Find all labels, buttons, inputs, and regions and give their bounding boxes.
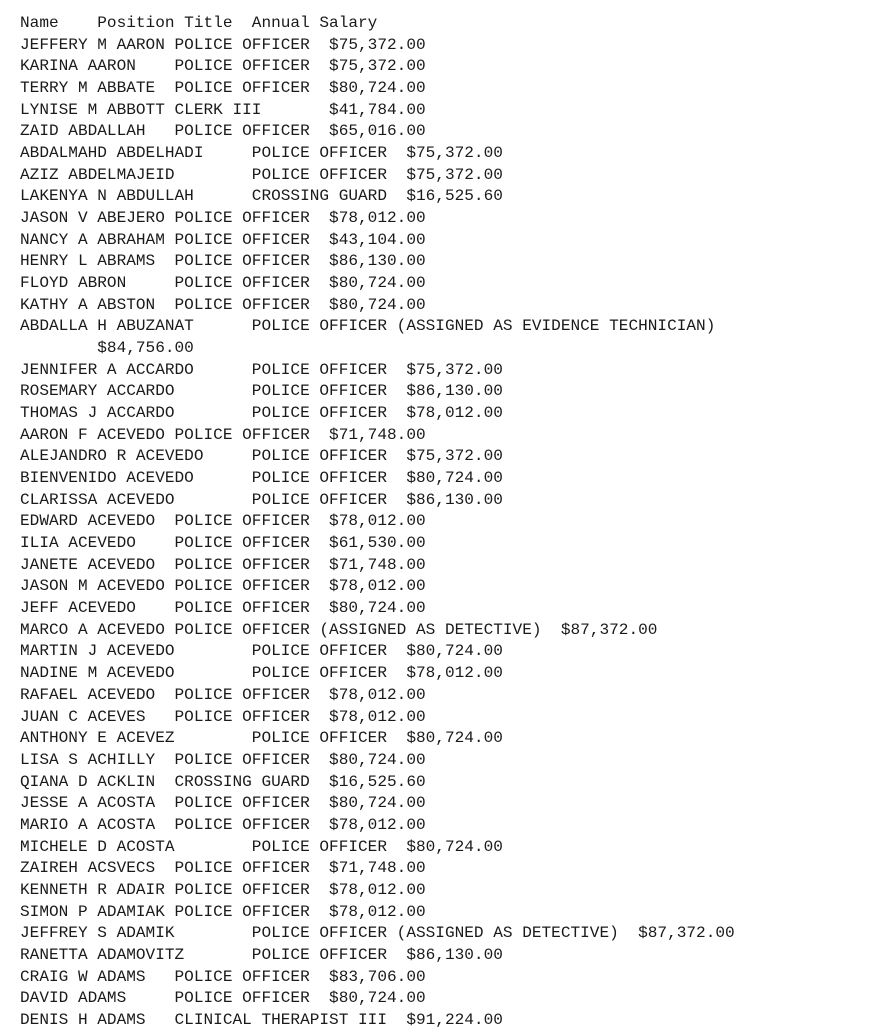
- record-line: JEFF ACEVEDO POLICE OFFICER $80,724.00: [20, 599, 426, 618]
- record-line: SIMON P ADAMIAK POLICE OFFICER $78,012.00: [20, 902, 426, 921]
- salary-document: [20, 13, 886, 1032]
- record-line: LAKENYA N ABDULLAH CROSSING GUARD $16,525.60: [20, 187, 503, 206]
- record-line: JASON M ACEVEDO POLICE OFFICER $78,012.00: [20, 577, 426, 596]
- record-line: JESSE A ACOSTA POLICE OFFICER $80,724.00: [20, 794, 426, 813]
- record-line: CLARISSA ACEVEDO POLICE OFFICER $86,130.00: [20, 490, 503, 509]
- record-line: MARIO A ACOSTA POLICE OFFICER $78,012.00: [20, 815, 426, 834]
- header-line: Name Position Title Annual Salary: [20, 14, 378, 32]
- record-line: KENNETH R ADAIR POLICE OFFICER $78,012.00: [20, 880, 426, 899]
- record-line: MICHELE D ACOSTA POLICE OFFICER $80,724.00: [20, 837, 503, 856]
- record-line: NADINE M ACEVEDO POLICE OFFICER $78,012.00: [20, 664, 503, 683]
- record-line: MARCO A ACEVEDO POLICE OFFICER (ASSIGNED AS DETECTIVE) $87,372.00: [20, 620, 658, 639]
- record-line: THOMAS J ACCARDO POLICE OFFICER $78,012.00: [20, 404, 503, 423]
- record-line: ZAIREH ACSVECS POLICE OFFICER $71,748.00: [20, 859, 426, 878]
- record-line: LYNISE M ABBOTT CLERK III $41,784.00: [20, 100, 426, 119]
- record-line: KARINA AARON POLICE OFFICER $75,372.00: [20, 57, 426, 76]
- record-line: ALEJANDRO R ACEVEDO POLICE OFFICER $75,372.00: [20, 447, 503, 466]
- record-line: $84,756.00: [20, 339, 194, 358]
- record-line: JEFFERY M AARON POLICE OFFICER $75,372.00: [20, 35, 426, 54]
- record-line: AARON F ACEVEDO POLICE OFFICER $71,748.00: [20, 425, 426, 444]
- record-line: JEFFREY S ADAMIK POLICE OFFICER (ASSIGNED AS DETECTIVE) $87,372.00: [20, 924, 735, 943]
- record-line: CRAIG W ADAMS POLICE OFFICER $83,706.00: [20, 967, 426, 986]
- record-line: HENRY L ABRAMS POLICE OFFICER $86,130.00: [20, 252, 426, 271]
- record-line: NANCY A ABRAHAM POLICE OFFICER $43,104.00: [20, 230, 426, 249]
- record-line: ABDALLA H ABUZANAT POLICE OFFICER (ASSIGNED AS EVIDENCE TECHNICIAN): [20, 317, 716, 336]
- record-line: BIENVENIDO ACEVEDO POLICE OFFICER $80,724.00: [20, 469, 503, 488]
- record-line: QIANA D ACKLIN CROSSING GUARD $16,525.60: [20, 772, 426, 791]
- record-line: RANETTA ADAMOVITZ POLICE OFFICER $86,130.00: [20, 945, 503, 964]
- record-line: ANTHONY E ACEVEZ POLICE OFFICER $80,724.00: [20, 729, 503, 748]
- record-line: ILIA ACEVEDO POLICE OFFICER $61,530.00: [20, 534, 426, 553]
- record-line: JENNIFER A ACCARDO POLICE OFFICER $75,372.00: [20, 360, 503, 379]
- record-line: JANETE ACEVEDO POLICE OFFICER $71,748.00: [20, 555, 426, 574]
- record-line: EDWARD ACEVEDO POLICE OFFICER $78,012.00: [20, 512, 426, 531]
- record-line: FLOYD ABRON POLICE OFFICER $80,724.00: [20, 274, 426, 293]
- record-line: KATHY A ABSTON POLICE OFFICER $80,724.00: [20, 295, 426, 314]
- record-line: ROSEMARY ACCARDO POLICE OFFICER $86,130.00: [20, 382, 503, 401]
- record-line: JASON V ABEJERO POLICE OFFICER $78,012.00: [20, 209, 426, 228]
- record-line: DAVID ADAMS POLICE OFFICER $80,724.00: [20, 989, 426, 1008]
- record-line: DENIS H ADAMS CLINICAL THERAPIST III $91,224.00: [20, 1010, 503, 1029]
- record-line: LISA S ACHILLY POLICE OFFICER $80,724.00: [20, 750, 426, 769]
- record-line: RAFAEL ACEVEDO POLICE OFFICER $78,012.00: [20, 685, 426, 704]
- record-line: MARTIN J ACEVEDO POLICE OFFICER $80,724.00: [20, 642, 503, 661]
- record-line: ABDALMAHD ABDELHADI POLICE OFFICER $75,372.00: [20, 144, 503, 163]
- record-line: ZAID ABDALLAH POLICE OFFICER $65,016.00: [20, 122, 426, 141]
- record-line: AZIZ ABDELMAJEID POLICE OFFICER $75,372.00: [20, 165, 503, 184]
- record-line: JUAN C ACEVES POLICE OFFICER $78,012.00: [20, 707, 426, 726]
- record-line: TERRY M ABBATE POLICE OFFICER $80,724.00: [20, 79, 426, 98]
